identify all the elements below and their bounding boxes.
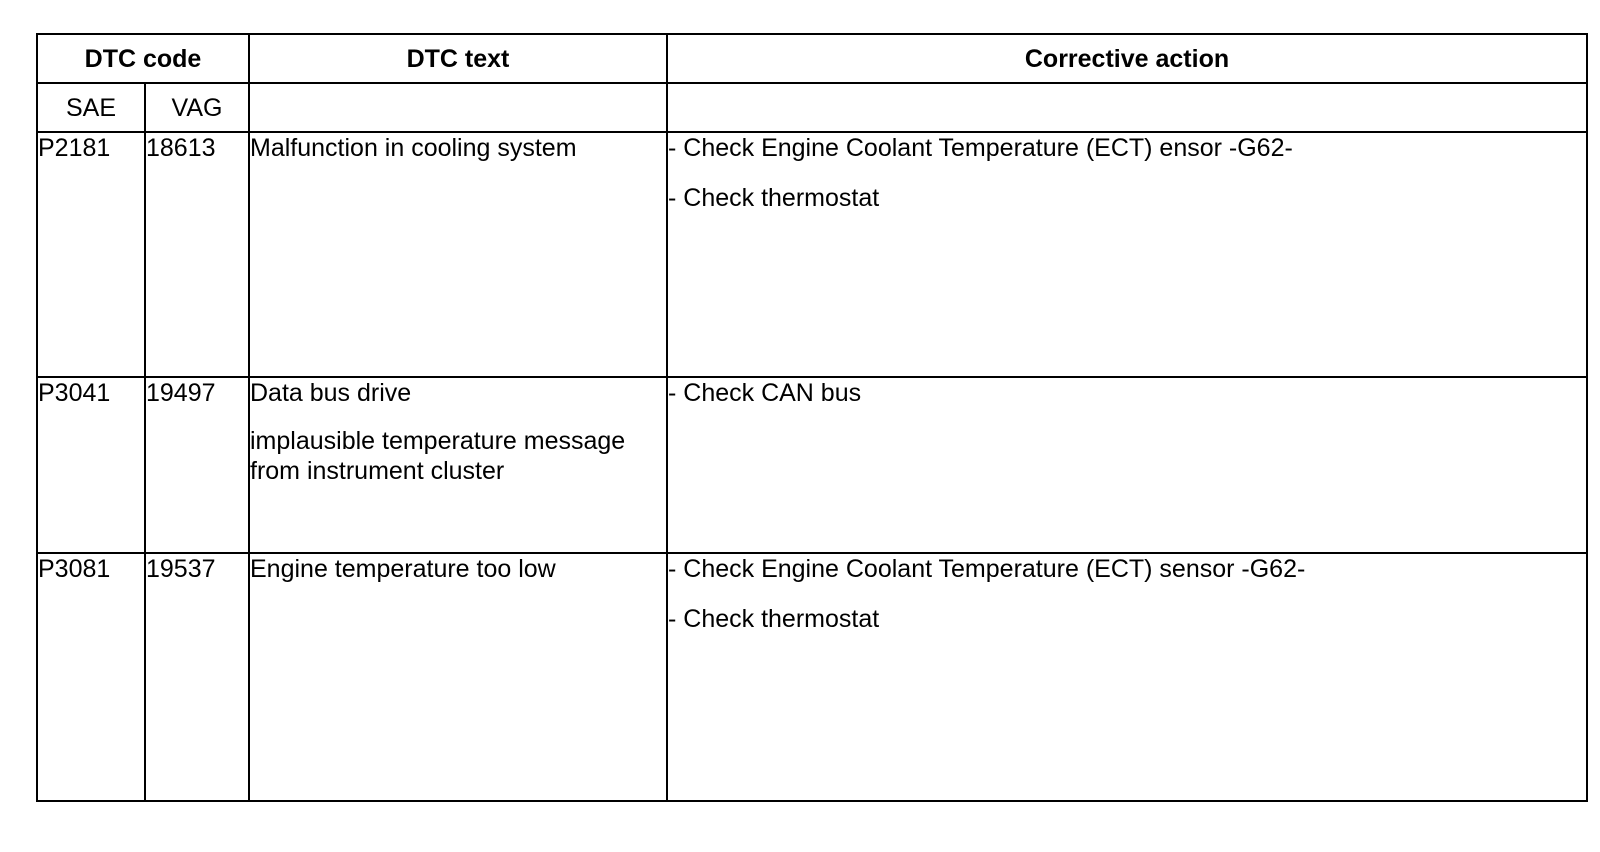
vag-code: 19537 [145,553,249,801]
corrective-action-cell [667,132,1587,377]
vag-code: 18613 [145,132,249,377]
subheader-empty-text [249,83,667,132]
action-item: - Check CAN bus [668,379,862,407]
sae-code: P2181 [37,132,145,377]
dtc-text-line: Malfunction in cooling system [250,134,577,162]
table-row [37,553,1587,801]
dtc-text-line: Engine temperature too low [250,555,556,583]
dtc-text-cell [249,132,667,377]
header-vag: VAG [145,83,249,132]
vag-code: 19497 [145,377,249,553]
sae-code: P3041 [37,377,145,553]
sae-code: P3081 [37,553,145,801]
table-row [37,377,1587,553]
action-item: - Check Engine Coolant Temperature (ECT) sensor -G62- [668,555,1306,583]
corrective-action-cell [667,553,1587,801]
header-sae: SAE [37,83,145,132]
dtc-text-cell [249,377,667,553]
action-item: - Check thermostat [668,184,880,212]
table-row [37,132,1587,377]
header-dtc-code: DTC code [37,34,249,83]
subheader-row [37,83,1587,132]
action-item: - Check Engine Coolant Temperature (ECT) ensor -G62- [668,134,1293,162]
header-row [37,34,1587,83]
dtc-table [36,33,1588,802]
corrective-action-cell [667,377,1587,553]
header-corrective-action: Corrective action [667,34,1587,83]
dtc-text-line: Data bus drive [250,379,412,407]
dtc-text-cell [249,553,667,801]
header-dtc-text: DTC text [249,34,667,83]
action-item: - Check thermostat [668,605,880,633]
subheader-empty-action [667,83,1587,132]
dtc-text-line: implausible temperature message from instrument cluster [250,427,626,485]
